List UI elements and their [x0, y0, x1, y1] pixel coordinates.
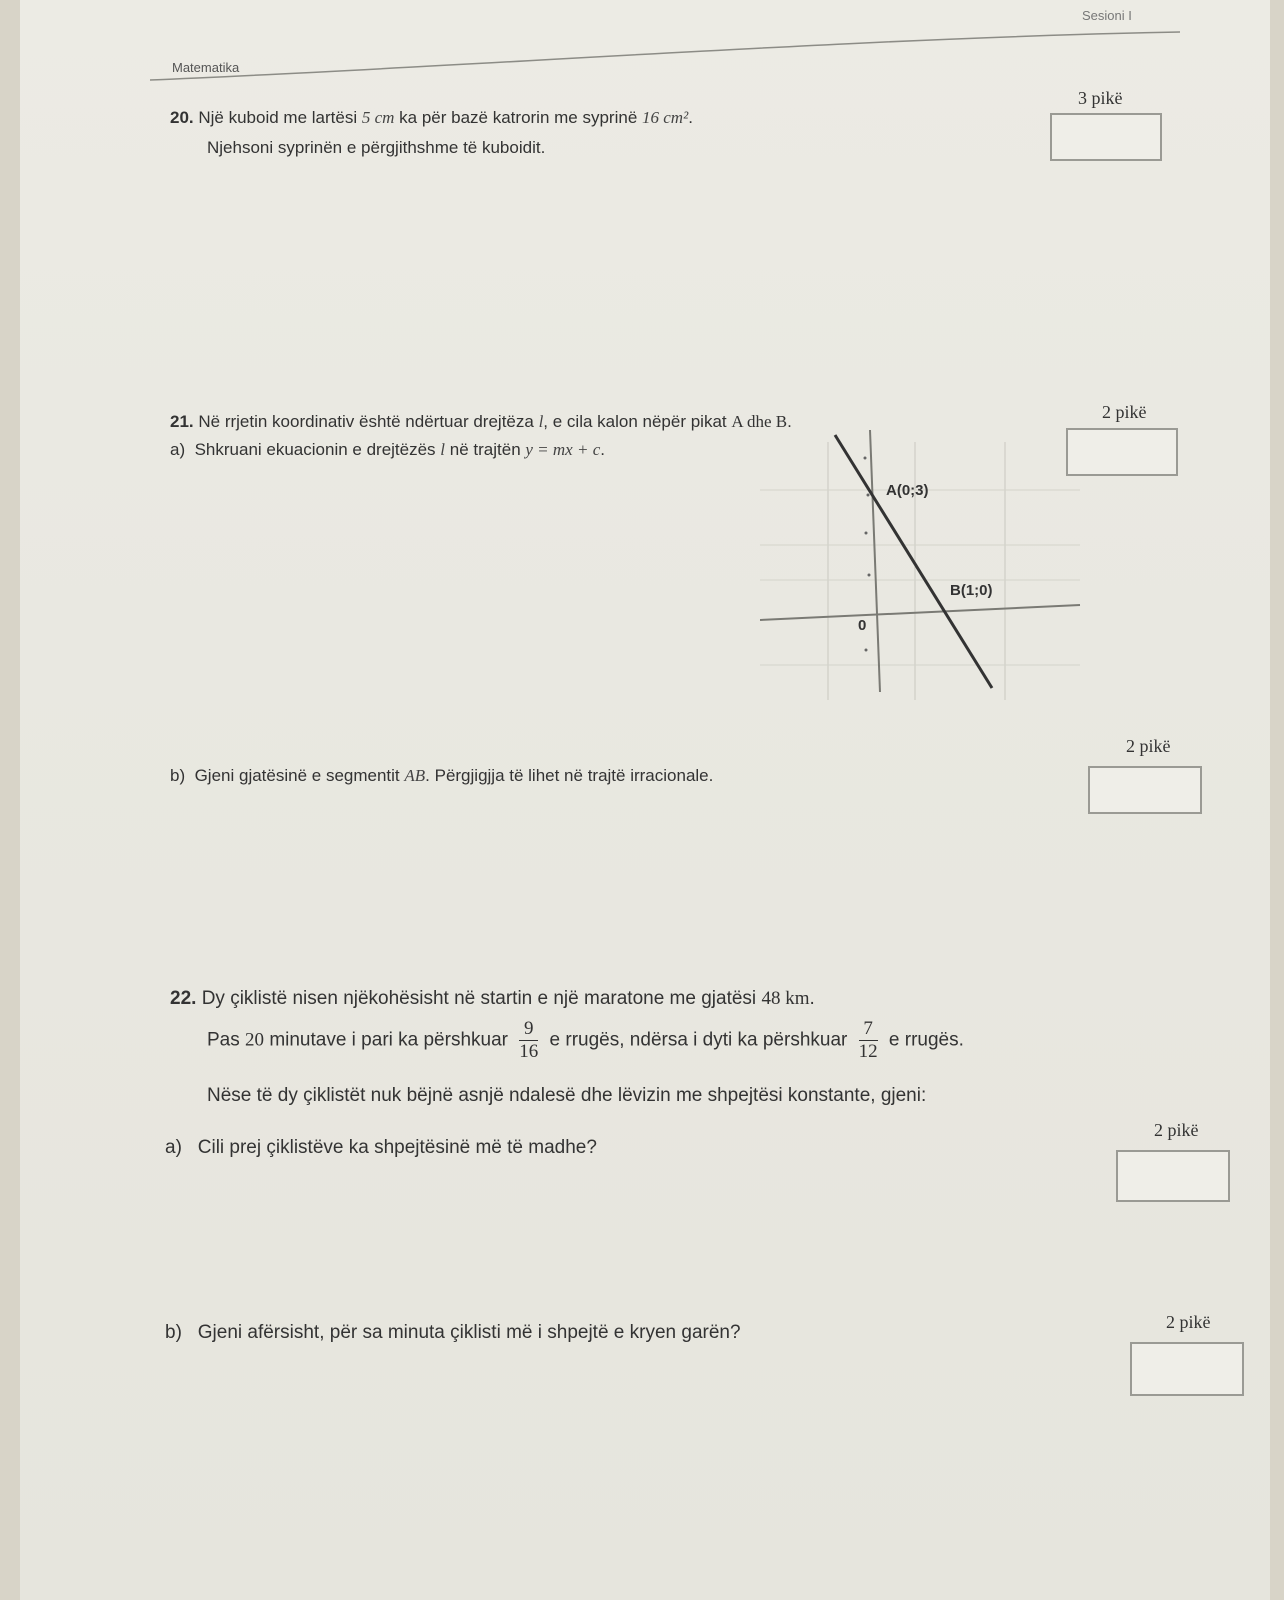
y-axis	[870, 430, 880, 692]
fraction-9-16: $\frac{9}{16}$	[519, 1018, 539, 1062]
coordinate-graph	[760, 430, 1090, 710]
line-l	[835, 435, 992, 688]
q22a-points: 2 pikë	[1154, 1120, 1199, 1140]
q21a-text: a) Shkruani ekuacionin e drejtëzës l në trajtën y = mx + c.	[170, 440, 605, 459]
q21-number: 21.	[170, 412, 194, 431]
q22-distance: 48 km	[761, 988, 810, 1009]
point-b-label: B(1;0)	[950, 582, 993, 599]
q20-score-box[interactable]	[1050, 113, 1162, 161]
q22-line3: Nëse të dy çiklistët nuk bëjnë asnjë ndalesë dhe lëvizin me shpejtësi konstante, gjeni:	[207, 1085, 927, 1106]
point-a-label: A(0;3)	[886, 482, 929, 499]
q21b-text: b) Gjeni gjatësinë e segmentit AB. Përgjigjja të lihet në trajtë irracionale.	[170, 766, 714, 785]
q22a-score-box[interactable]	[1116, 1150, 1230, 1202]
q21b-points: 2 pikë	[1126, 736, 1171, 756]
x-axis	[760, 605, 1080, 620]
exam-page	[20, 0, 1270, 1600]
fraction-7-12: $\frac{7}{12}$	[858, 1018, 878, 1062]
q20-height: 5 cm	[361, 108, 395, 127]
q21-intro: 21. Në rrjetin koordinativ është ndërtuar drejtëza l, e cila kalon nëpër pikat A dhe B.	[170, 412, 792, 431]
subject-label: Matematika	[172, 60, 240, 75]
q22b-text: b) Gjeni afërsisht, për sa minuta çiklisti më i shpejtë e kryen garën?	[165, 1322, 741, 1343]
session-label: Sesioni I	[1082, 8, 1132, 23]
q20-line1: 20. Një kuboid me lartësi 5 cm ka për bazë katrorin me syprinë 16 cm².	[170, 108, 693, 127]
q22-line1: 22. Dy çiklistë nisen njëkohësisht në startin e një maratone me gjatësi 48 km.	[170, 988, 815, 1009]
origin-label: 0	[858, 617, 867, 634]
q20-line2: Njehsoni syprinën e përgjithshme të kuboidit.	[207, 138, 546, 157]
header-rule	[150, 28, 1180, 88]
q22a-text: a) Cili prej çiklistëve ka shpejtësinë më të madhe?	[165, 1137, 597, 1158]
q20-points: 3 pikë	[1078, 88, 1123, 108]
q22b-points: 2 pikë	[1166, 1312, 1211, 1332]
q21a-points: 2 pikë	[1102, 402, 1147, 422]
q20-area: 16 cm²	[642, 108, 689, 127]
q21b-score-box[interactable]	[1088, 766, 1202, 814]
q20-number: 20.	[170, 108, 194, 127]
q22-number: 22.	[170, 988, 197, 1009]
q22b-score-box[interactable]	[1130, 1342, 1244, 1396]
q22-line2: Pas 20 minutave i pari ka përshkuar $\frac{9}{16}$ e rrugës, ndërsa i dyti ka përshkuar $\frac{7}{12}$ e rrugës.	[207, 1018, 964, 1062]
